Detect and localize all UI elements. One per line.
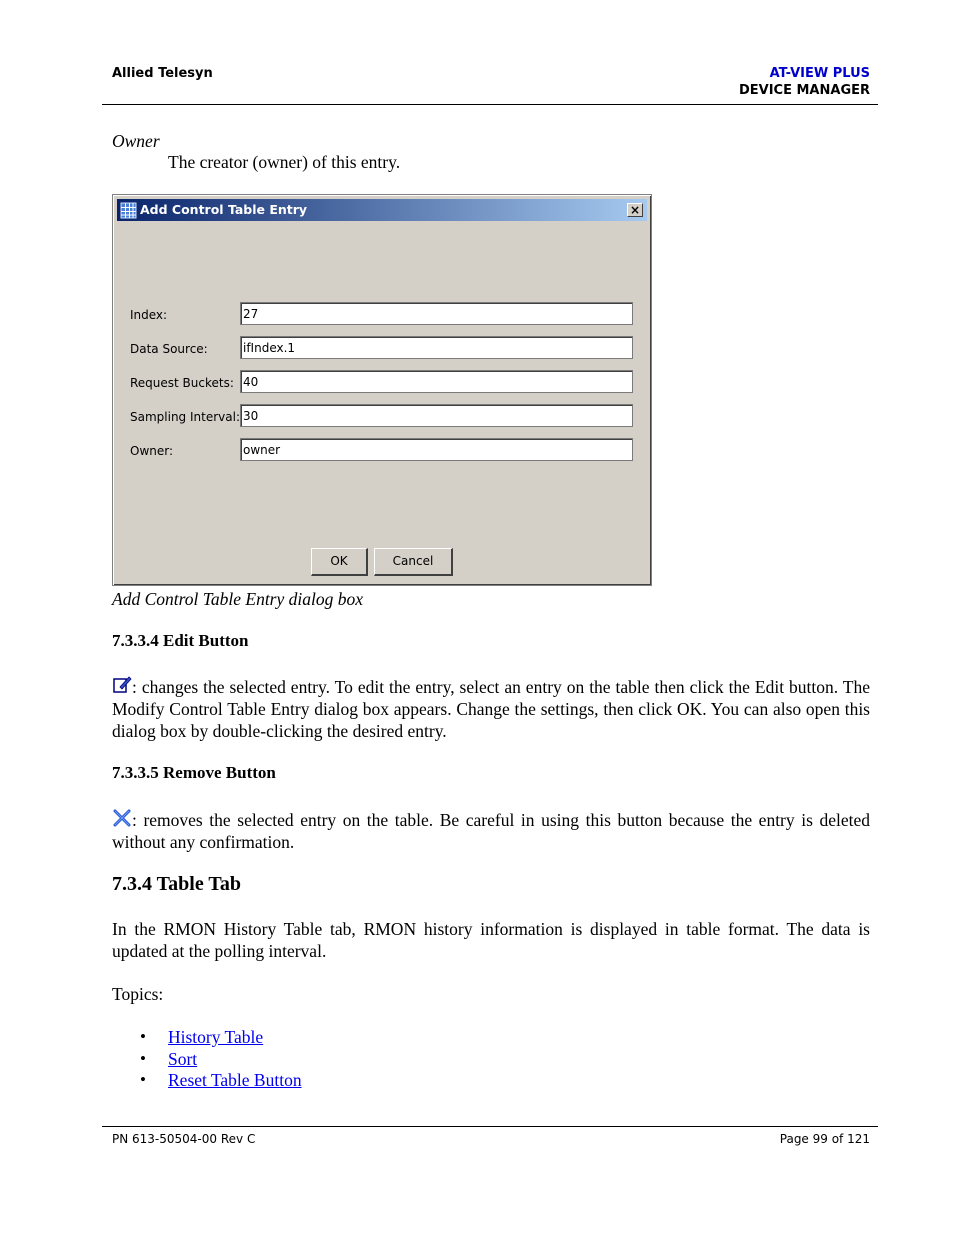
product-name: AT-VIEW PLUS <box>769 66 870 81</box>
edit-description: : changes the selected entry. To edit the entry, select an entry on the table then click the Edit button. The Modify Control Table Entry dialog box appears. Change the settings, then click OK. You can also open this dialog box by double-clicking the desired entry. <box>112 677 870 741</box>
dialog-titlebar[interactable] <box>117 199 647 221</box>
header-subtitle: DEVICE MANAGER <box>738 83 870 98</box>
header-rule <box>102 104 878 105</box>
bullet: • <box>140 1027 146 1046</box>
reset-table-button-link[interactable]: Reset Table Button <box>168 1070 302 1090</box>
add-control-table-entry-dialog <box>112 194 652 586</box>
index-label: Index: <box>130 308 168 322</box>
remove-paragraph <box>112 808 870 853</box>
owner-field[interactable]: owner <box>240 438 633 461</box>
list-item <box>112 1070 512 1092</box>
bullet: • <box>140 1048 146 1068</box>
owner-definition: The creator (owner) of this entry. <box>168 152 401 172</box>
owner-term: Owner <box>112 131 160 151</box>
request-buckets-label: Request Buckets: <box>130 376 234 390</box>
cancel-button[interactable]: Cancel <box>374 548 453 576</box>
dialog-title: Add Control Table Entry <box>140 202 308 217</box>
ok-button[interactable]: OK <box>311 548 368 576</box>
list-item <box>112 1027 512 1049</box>
owner-label: Owner: <box>130 444 174 458</box>
remove-description: : removes the selected entry on the table. Be careful in using this button because the entry is deleted without any confirmation. <box>112 810 870 852</box>
close-icon: × <box>629 203 641 217</box>
close-button[interactable] <box>627 203 643 217</box>
request-buckets-field[interactable]: 40 <box>240 370 633 393</box>
edit-paragraph <box>112 675 870 742</box>
sampling-interval-field[interactable]: 30 <box>240 404 633 427</box>
data-source-label: Data Source: <box>130 342 208 356</box>
sampling-interval-label: Sampling Interval: <box>130 410 240 424</box>
edit-icon <box>112 675 132 695</box>
edit-heading: 7.3.3.4 Edit Button <box>112 631 249 650</box>
part-number: PN 613-50504-00 Rev C <box>112 1132 256 1146</box>
dialog-caption: Add Control Table Entry dialog box <box>112 589 363 609</box>
footer-rule <box>102 1126 878 1127</box>
company-name: Allied Telesyn <box>112 66 213 81</box>
table-grid-icon <box>120 202 137 219</box>
topics-label: Topics: <box>112 984 164 1004</box>
history-table-link[interactable]: History Table <box>168 1027 264 1047</box>
index-field[interactable]: 27 <box>240 302 633 325</box>
table-tab-heading: 7.3.4 Table Tab <box>112 873 241 895</box>
page-number: Page 99 of 121 <box>779 1132 870 1146</box>
data-source-field[interactable]: ifIndex.1 <box>240 336 633 359</box>
bullet: • <box>140 1070 146 1089</box>
remove-heading: 7.3.3.5 Remove Button <box>112 763 276 782</box>
list-item <box>112 1049 512 1071</box>
remove-icon <box>112 808 132 828</box>
topics-list <box>112 1027 512 1092</box>
sort-link[interactable]: Sort <box>168 1048 198 1069</box>
table-tab-intro: In the RMON History Table tab, RMON history information is displayed in table format. The data is updated at the polling interval. <box>112 919 870 961</box>
